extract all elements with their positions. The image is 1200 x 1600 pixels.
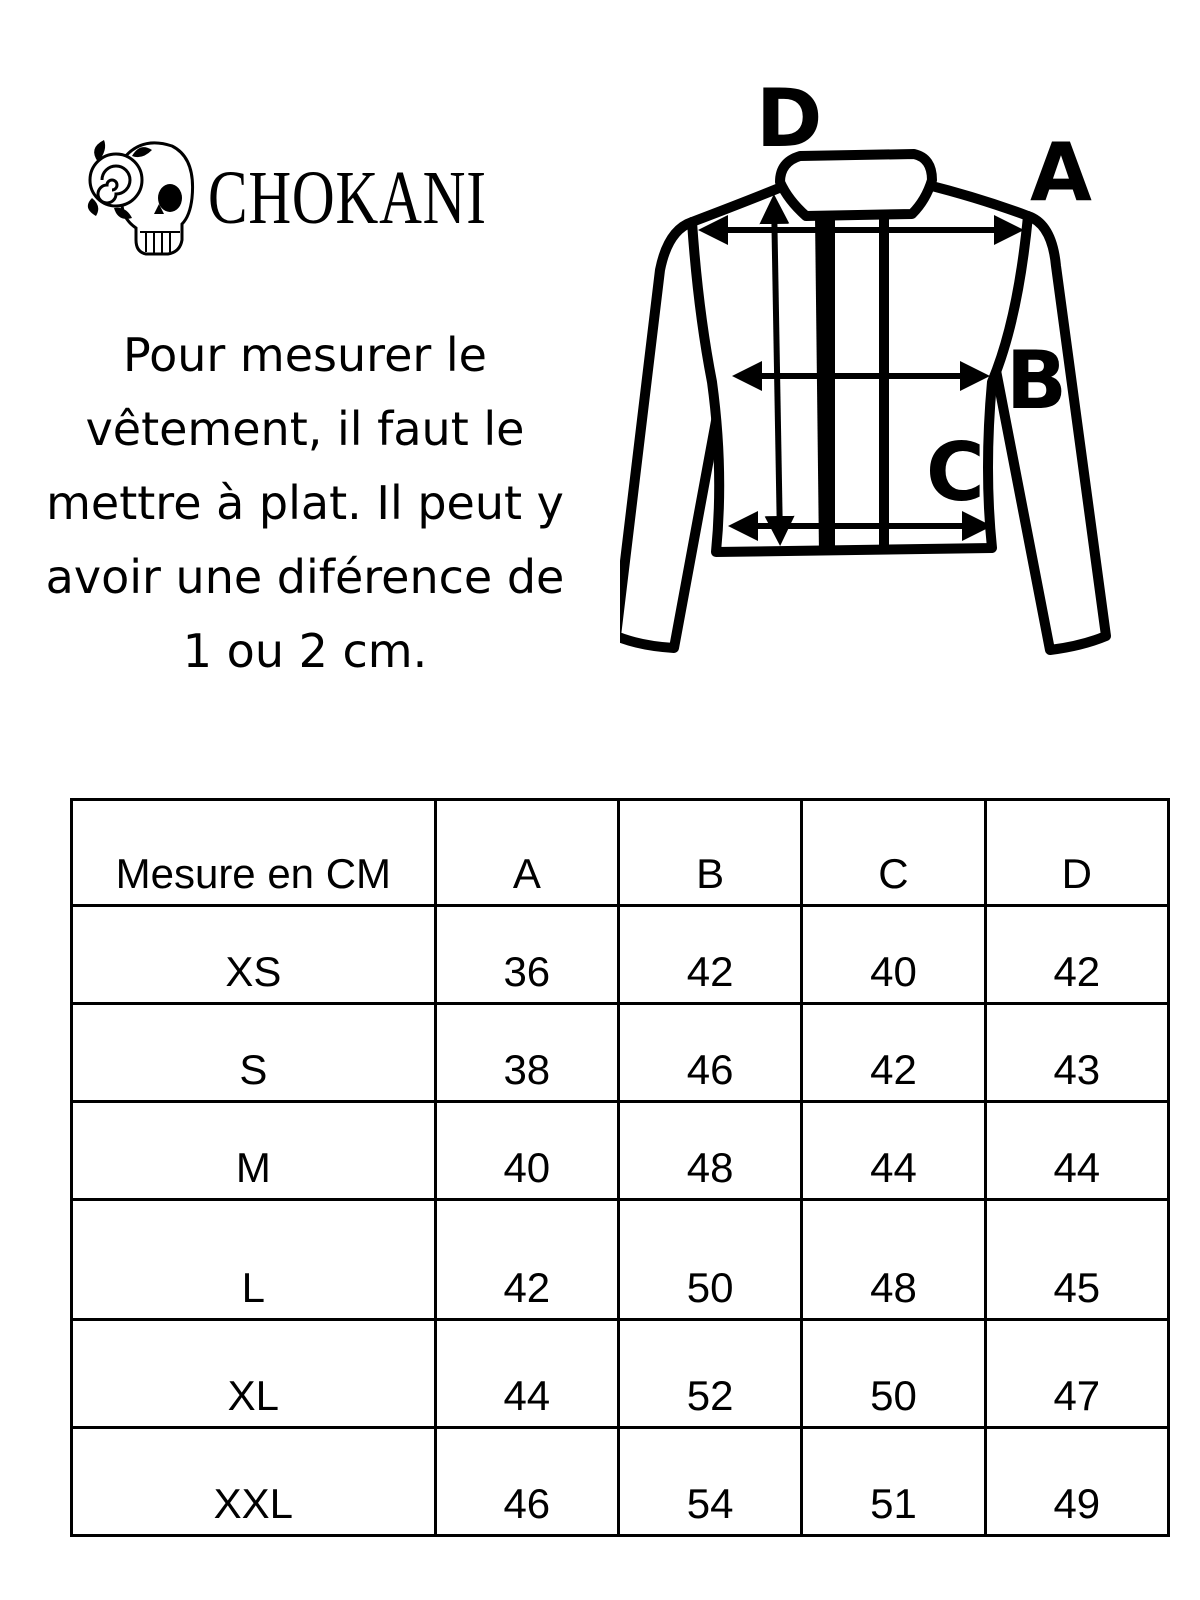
label-d: D: [756, 72, 823, 165]
table-row: [72, 1004, 1169, 1102]
table-cell: 48: [618, 1102, 801, 1200]
label-a: A: [1030, 126, 1092, 219]
table-cell: 44: [802, 1102, 985, 1200]
jacket-diagram: [620, 70, 1180, 720]
table-cell: 44: [985, 1102, 1168, 1200]
instruction-line: 1 ou 2 cm.: [182, 624, 428, 678]
label-b: B: [1006, 334, 1067, 427]
instruction-line: vêtement, il faut le: [85, 402, 525, 456]
header-cell: B: [618, 800, 801, 906]
table-cell: 48: [802, 1200, 985, 1320]
instruction-line: Pour mesurer le: [123, 328, 487, 382]
instruction-line: mettre à plat. Il peut y: [46, 476, 564, 530]
table-cell: L: [72, 1200, 436, 1320]
skull-rose-icon: [84, 128, 202, 268]
table-cell: 52: [618, 1320, 801, 1428]
brand-name: CHOKANI: [208, 155, 487, 240]
table-cell: 47: [985, 1320, 1168, 1428]
table-cell: 49: [985, 1428, 1168, 1536]
instruction-line: avoir une diférence de: [45, 550, 565, 604]
table-cell: 38: [435, 1004, 618, 1102]
brand-logo: [84, 128, 565, 268]
table-row: [72, 1320, 1169, 1428]
table-cell: 50: [802, 1320, 985, 1428]
label-c: C: [926, 426, 985, 519]
table-cell: 42: [985, 906, 1168, 1004]
table-cell: 42: [618, 906, 801, 1004]
measurement-instructions: [8, 318, 602, 688]
table-cell: 50: [618, 1200, 801, 1320]
table-cell: 40: [802, 906, 985, 1004]
size-table: [70, 798, 1170, 1537]
table-cell: M: [72, 1102, 436, 1200]
header-cell: C: [802, 800, 985, 906]
table-cell: 42: [802, 1004, 985, 1102]
table-cell: S: [72, 1004, 436, 1102]
header-cell: D: [985, 800, 1168, 906]
table-cell: 44: [435, 1320, 618, 1428]
table-cell: 42: [435, 1200, 618, 1320]
table-row: [72, 1102, 1169, 1200]
table-cell: 36: [435, 906, 618, 1004]
table-cell: 40: [435, 1102, 618, 1200]
table-cell: 46: [618, 1004, 801, 1102]
header-cell: Mesure en CM: [72, 800, 436, 906]
table-cell: XXL: [72, 1428, 436, 1536]
jacket-measurement-icon: [620, 70, 1180, 720]
table-row: [72, 1428, 1169, 1536]
table-cell: 43: [985, 1004, 1168, 1102]
table-row: [72, 906, 1169, 1004]
table-header-row: [72, 800, 1169, 906]
table-cell: 45: [985, 1200, 1168, 1320]
table-cell: XL: [72, 1320, 436, 1428]
table-cell: 46: [435, 1428, 618, 1536]
header-cell: A: [435, 800, 618, 906]
table-cell: 51: [802, 1428, 985, 1536]
table-cell: XS: [72, 906, 436, 1004]
table-row: [72, 1200, 1169, 1320]
table-cell: 54: [618, 1428, 801, 1536]
